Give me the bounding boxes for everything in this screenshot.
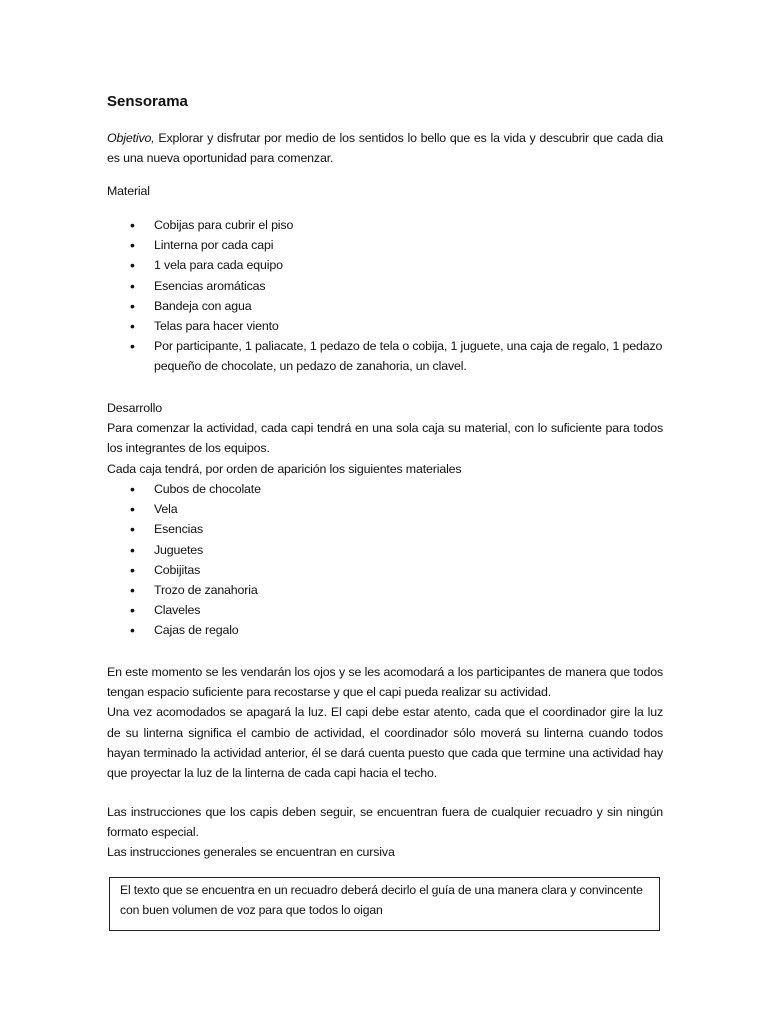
list-item: • 1 vela para cada equipo xyxy=(107,255,663,275)
caja-intro: Cada caja tendrá, por orden de aparición los siguientes materiales xyxy=(107,461,462,476)
desarrollo-paragraph: Para comenzar la actividad, cada capi tendrá en una sola caja su material, con lo suficiente para todos los integrantes de los equipos. xyxy=(107,421,663,456)
list-item: • Cubos de chocolate xyxy=(107,479,663,499)
list-item: • Por participante, 1 paliacate, 1 pedazo de tela o cobija, 1 juguete, una caja de regalo, 1 pedazo pequeño de chocolate, un pedazo de zanahoria, un clavel. xyxy=(107,336,663,376)
desarrollo-section xyxy=(107,398,663,479)
objetivo-text: Explorar y disfrutar por medio de los sentidos lo bello que es la vida y descubrir que cada dia es una nueva oportunidad para comenzar. xyxy=(107,131,663,166)
list-item: • Juguetes xyxy=(107,540,663,560)
list-item: • Trozo de zanahoria xyxy=(107,580,663,600)
desarrollo-heading: Desarrollo xyxy=(107,401,162,415)
objetivo-label: Objetivo, xyxy=(107,131,155,145)
momento-paragraph-2: Una vez acomodados se apagará la luz. El capi debe estar atento, cada que el coordinador gire la luz de su linterna significa el cambio de actividad, el coordinador sólo moverá su linterna cuando todos hayan terminado la actividad anterior, él se dará cuenta puesto que cada que termine una actividad hay que proyectar la luz de la linterna de cada capi hacia el techo. xyxy=(107,705,663,781)
caja-materials-list xyxy=(107,479,663,641)
instrucciones-paragraph-2: Las instrucciones generales se encuentran en cursiva xyxy=(107,845,395,860)
list-item: • Cobijitas xyxy=(107,560,663,580)
instrucciones-paragraph-1: Las instrucciones que los capis deben seguir, se encuentran fuera de cualquier recuadro y sin ningún formato especial. xyxy=(107,805,663,840)
list-item: • Claveles xyxy=(107,600,663,620)
recuadro-note: El texto que se encuentra en un recuadro deberá decirlo el guía de una manera clara y convincente con buen volumen de voz para que todos lo oigan xyxy=(109,877,660,931)
momento-paragraph-1: En este momento se les vendarán los ojos y se les acomodará a los participantes de manera que todos tengan espacio suficiente para recostarse y que el capi pueda realizar su actividad. xyxy=(107,665,663,700)
material-list xyxy=(107,215,663,377)
objetivo-paragraph xyxy=(107,128,663,168)
list-item: • Cobijas para cubrir el piso xyxy=(107,215,663,235)
list-item: • Telas para hacer viento xyxy=(107,316,663,336)
list-item: • Cajas de regalo xyxy=(107,620,663,640)
document-title: Sensorama xyxy=(107,93,188,110)
list-item: • Linterna por cada capi xyxy=(107,235,663,255)
instrucciones-section xyxy=(107,802,663,863)
list-item: • Esencias aromáticas xyxy=(107,276,663,296)
list-item: • Vela xyxy=(107,499,663,519)
material-heading: Material xyxy=(107,184,150,198)
list-item: • Bandeja con agua xyxy=(107,296,663,316)
list-item: • Esencias xyxy=(107,519,663,539)
momento-section xyxy=(107,662,663,783)
